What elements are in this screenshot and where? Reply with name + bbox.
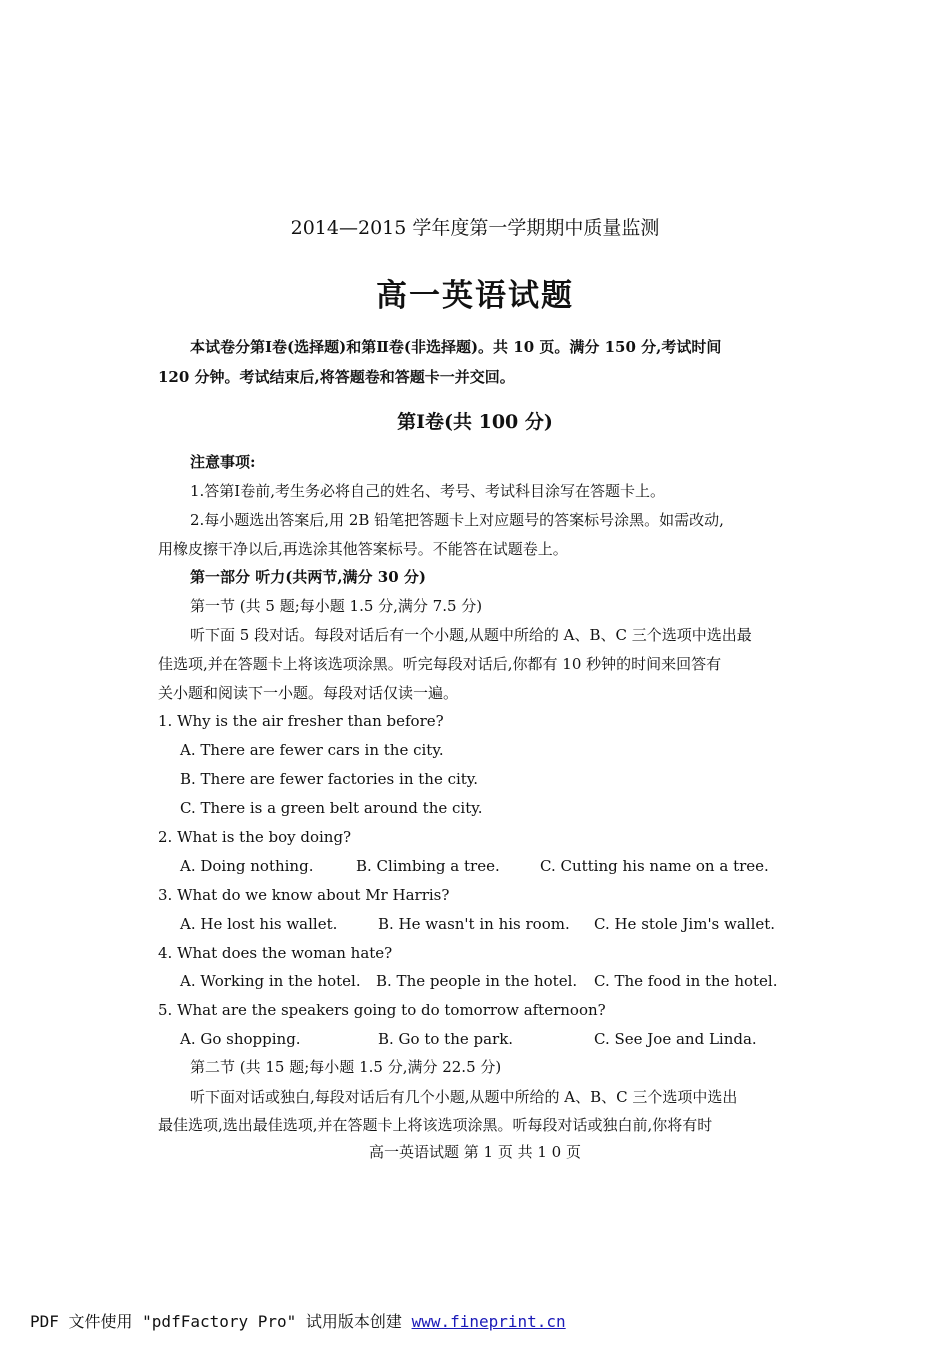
- section-1-instructions-3: 关小题和阅读下一小题。每段对话仅读一遍。: [158, 684, 459, 702]
- intro-line-2: 120 分钟。考试结束后,将答题卷和答题卡一并交回。: [158, 368, 515, 386]
- question-2-option-b: B. Climbing a tree.: [356, 857, 500, 875]
- question-2-option-c: C. Cutting his name on a tree.: [540, 857, 769, 875]
- question-3-option-b: B. He wasn't in his room.: [378, 915, 570, 933]
- question-2: 2. What is the boy doing?: [158, 828, 352, 846]
- page-footer: 高一英语试题 第 1 页 共 1 0 页: [368, 1143, 581, 1161]
- question-3: 3. What do we know about Mr Harris?: [158, 886, 450, 904]
- question-3-option-c: C. He stole Jim's wallet.: [594, 915, 776, 933]
- question-1-option-a: A. There are fewer cars in the city.: [180, 741, 444, 759]
- question-1-option-c: C. There is a green belt around the city.: [180, 799, 483, 817]
- section-1-heading: 第一节 (共 5 题;每小题 1.5 分,满分 7.5 分): [190, 597, 483, 615]
- exam-subtitle: 2014—2015 学年度第一学期期中质量监测: [290, 217, 660, 239]
- question-4-option-c: C. The food in the hotel.: [594, 972, 778, 990]
- section-2-heading: 第二节 (共 15 题;每小题 1.5 分,满分 22.5 分): [190, 1058, 502, 1076]
- section-2-instructions-2: 最佳选项,选出最佳选项,并在答题卡上将该选项涂黑。听每段对话或独白前,你将有时: [158, 1116, 713, 1134]
- question-5-option-c: C. See Joe and Linda.: [594, 1030, 757, 1048]
- part-1-heading: 第一部分 听力(共两节,满分 30 分): [190, 568, 426, 586]
- question-3-option-a: A. He lost his wallet.: [180, 915, 338, 933]
- intro-line-1: 本试卷分第Ⅰ卷(选择题)和第Ⅱ卷(非选择题)。共 10 页。满分 150 分,考试时间: [190, 338, 722, 356]
- section-2-instructions-1: 听下面对话或独白,每段对话后有几个小题,从题中所给的 A、B、C 三个选项中选出: [190, 1088, 738, 1106]
- section-1-title: 第Ⅰ卷(共 100 分): [397, 411, 553, 433]
- question-5-option-b: B. Go to the park.: [378, 1030, 514, 1048]
- section-1-instructions-2: 佳选项,并在答题卡上将该选项涂黑。听完每段对话后,你都有 10 秒钟的时间来回答有: [158, 655, 722, 673]
- watermark-text: PDF 文件使用 "pdfFactory Pro" 试用版本创建: [30, 1312, 412, 1331]
- question-2-option-a: A. Doing nothing.: [180, 857, 314, 875]
- question-1-option-b: B. There are fewer factories in the city.: [180, 770, 479, 788]
- question-5: 5. What are the speakers going to do tomorrow afternoon?: [158, 1001, 606, 1019]
- notice-item-2-line-1: 2.每小题选出答案后,用 2B 铅笔把答题卡上对应题号的答案标号涂黑。如需改动,: [190, 511, 724, 529]
- question-4: 4. What does the woman hate?: [158, 944, 393, 962]
- question-5-option-a: A. Go shopping.: [180, 1030, 301, 1048]
- exam-title: 高一英语试题: [376, 278, 574, 314]
- question-4-option-a: A. Working in the hotel.: [180, 972, 361, 990]
- pdf-watermark: [30, 1309, 566, 1332]
- notice-item-1: 1.答第Ⅰ卷前,考生务必将自己的姓名、考号、考试科目涂写在答题卡上。: [190, 482, 666, 500]
- question-1: 1. Why is the air fresher than before?: [158, 712, 444, 730]
- question-4-option-b: B. The people in the hotel.: [376, 972, 578, 990]
- notice-heading: 注意事项:: [190, 453, 256, 471]
- notice-item-2-line-2: 用橡皮擦干净以后,再选涂其他答案标号。不能答在试题卷上。: [158, 540, 568, 558]
- watermark-link[interactable]: www.fineprint.cn: [411, 1312, 566, 1331]
- section-1-instructions-1: 听下面 5 段对话。每段对话后有一个小题,从题中所给的 A、B、C 三个选项中选出最: [190, 626, 752, 644]
